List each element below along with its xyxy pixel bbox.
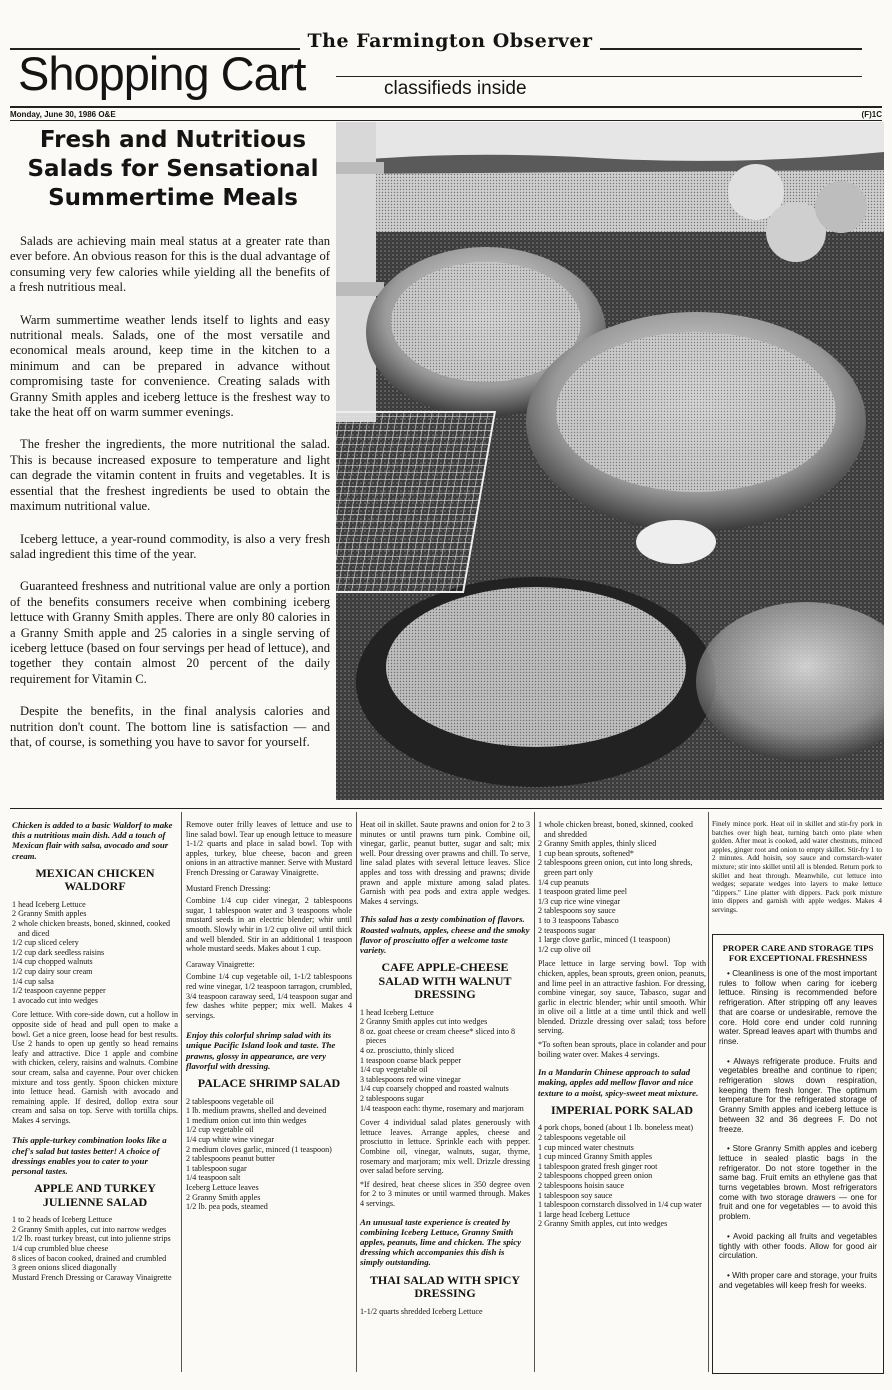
ingredient: 1 to 2 heads of Iceberg Lettuce <box>12 1215 113 1225</box>
masthead-rule-right <box>600 48 862 50</box>
ingredient: 1 teaspoon coarse black pepper <box>360 1055 462 1065</box>
ingredient: 1 avocado cut into wedges <box>12 995 98 1005</box>
ingredient: 2 whole chicken breasts, boned, skinned, cooked and diced <box>12 919 171 938</box>
ingredient: 2 Granny Smith apples <box>12 909 87 919</box>
dressing-title: Mustard French Dressing: <box>186 883 271 893</box>
ingredient: 1 tablespoon cornstarch dissolved in 1/4 cup water <box>538 1200 702 1210</box>
ingredient: 1/2 cup dark seedless raisins <box>12 947 105 957</box>
paper-name: The Farmington Observer <box>307 30 593 52</box>
ingredient: 2 tablespoons peanut butter <box>186 1154 275 1164</box>
ingredient-list <box>12 900 178 1006</box>
ingredient: 8 oz. goat cheese or cream cheese* sliced into 8 pieces <box>360 1026 516 1046</box>
ingredient: 4 pork chops, boned (about 1 lb. boneless meat) <box>538 1123 694 1133</box>
recipe-note: *To soften bean sprouts, place in colander and pour boiling water over. Makes 4 servings. <box>538 1040 706 1059</box>
ingredient: Iceberg Lettuce leaves <box>186 1182 259 1192</box>
recipe-method: Cover 4 individual salad plates generously with lettuce leaves. Arrange apples, cheese and prosciutto in lettuce. Sprinkle each with pepper. Combine oil, vinegar, walnuts, sugar, thyme, rosemary and marjoram; mix well. Drizzle dressing over salad before serving. <box>360 1118 530 1176</box>
recipe-method: Finely mince pork. Heat oil in skillet and stir-fry pork in batches over high heat, turning batch onto plate when golden. After meat is cooked, add water chestnuts, minced apples, ginger root and onion to empty skillet. Stir-fry 1 to 2 minutes. Add hoisin, soy sauce and cornstarch-water mixture; stir into skillet until all is blended. Return pork to skillet and heat through. Meanwhile, cut lettuce into wedges; separate wedges into layers to make lettuce "dippers." Line platter with dippers. Pack pork mixture into dippers and garnish with apple wedges. Makes 4 servings. <box>712 820 882 914</box>
article-headline: Fresh and Nutritious Salads for Sensational Summertime Meals <box>27 127 319 211</box>
ingredient: 1/2 teaspoon cayenne pepper <box>12 986 106 996</box>
salad-photo <box>336 122 884 800</box>
care-tip: • Always refrigerate produce. Fruits and vegetables breathe and continue to ripen; refrigeration slows down respiration, keeping them fresh longer. The optimum temperature for the refrigerated storage of Granny Smith apples and iceberg lettuce is between 32 and 36 degrees F. Do not freeze. <box>719 1056 877 1134</box>
article-paragraph: Iceberg lettuce, a year-round commodity, is also a very fresh salad ingredient this time of the year. <box>10 531 330 561</box>
article-paragraph: Guaranteed freshness and nutritional value are only a portion of the benefits consumers receive when combining iceberg lettuce with Granny Smith apples. There are only 80 calories in a Granny Smith apple and 25 calories in a single serving of iceberg lettuce (based on four servings per head of lettuce), and together they contain almost 20 percent of the daily requirement for Vitamin C. <box>10 579 330 686</box>
ingredient: 2 tablespoons green onion, cut into long shreds, green part only <box>538 858 693 877</box>
article-paragraph: Salads are achieving main meal status at a greater rate than ever before. An obvious reason for this is the dual advantage of consuming very few calories while yielding all the benefits of a fresh nutritious meal. <box>10 234 330 295</box>
tagline: classifieds inside <box>384 78 527 99</box>
ingredient: 2 Granny Smith apples cut into wedges <box>360 1017 488 1027</box>
ingredient: 1/4 cup chopped walnuts <box>12 957 93 967</box>
ingredient-list <box>360 1307 530 1317</box>
ingredient: 1 lb. medium prawns, shelled and deveined <box>186 1106 327 1116</box>
ingredient: 2 Granny Smith apples, cut into wedges <box>538 1219 668 1229</box>
ingredient: 2 tablespoons chopped green onion <box>538 1171 653 1181</box>
ingredient: 3 tablespoons red wine vinegar <box>360 1074 461 1084</box>
care-tip: • Avoid packing all fruits and vegetables tightly with other foods. Allow for good air circulation. <box>719 1231 877 1261</box>
ingredient: 2 tablespoons hoisin sauce <box>538 1180 625 1190</box>
dressing-method: Combine 1/4 cup cider vinegar, 2 tablespoons sugar, 1 tablespoon water and 3 teaspoons whole mustard seeds in an electric blender; whir until smooth. Slowly whir in 1/2 cup olive oil until thick and well blended. Stir in an additional 1 teaspoon whole mustard seeds. Makes about 1 cup. <box>186 896 352 954</box>
ingredient: 4 oz. prosciutto, thinly sliced <box>360 1046 454 1056</box>
recipe-intro: Enjoy this colorful shrimp salad with its unique Pacific Island look and taste. The prawns, glossy in appearance, are very flavorful with dressing. <box>186 1030 336 1071</box>
recipe-method: Heat oil in skillet. Saute prawns and onion for 2 to 3 minutes or until prawns turn pink. Combine oil, vinegar, garlic, peanut butter, sugar and salt; mix well. Pour dressing over prawns and chill. To serve, line salad plates with several lettuce leaves. Slice apples and toss with dressing and prawns; divide prawn and apple mixture among salad plates. Garnish with pea pods and extra apple wedges. Makes 4 servings. <box>360 820 530 906</box>
recipe-note: *If desired, heat cheese slices in 350 degree oven for 2 to 3 minutes or until warmed through. Makes 4 servings. <box>360 1179 530 1208</box>
header-bottom-rule <box>10 106 882 108</box>
article-paragraph: The fresher the ingredients, the more nutritional the salad. This is because increased exposure to temperature and light can degrade the vitamin content in fruits and vegetables. It is essential that the freshest ingredients be used to obtain the maximum nutritional value. <box>10 437 330 514</box>
dressing-method: Combine 1/4 cup vegetable oil, 1-1/2 tablespoons red wine vinegar, 1/2 teaspoon tarragon, crumbled, 3/4 teaspoon caraway seed, 1/4 teaspoon sugar and few dashes white pepper; mix well. Makes 4 servings. <box>186 972 352 1020</box>
ingredient: 1/4 cup crumbled blue cheese <box>12 1244 109 1254</box>
ingredient: 1 large clove garlic, minced (1 teaspoon) <box>538 935 671 945</box>
ingredient: 2 tablespoons sugar <box>360 1094 424 1103</box>
ingredient: 2 Granny Smith apples, cut into narrow wedges <box>12 1224 167 1234</box>
ingredient: 1/2 cup dairy sour cream <box>12 966 93 976</box>
ingredient-list <box>186 1097 352 1212</box>
dateline-rule <box>10 120 882 121</box>
ingredient: 2 Granny Smith apples, thinly sliced <box>538 839 657 849</box>
ingredient: 2 teaspoons sugar <box>538 925 596 935</box>
ingredient: 1 cup minced water chestnuts <box>538 1142 634 1152</box>
column-divider <box>181 812 182 1372</box>
section-title: Shopping Cart <box>18 47 306 100</box>
recipe-title: CAFE APPLE-CHEESE SALAD WITH WALNUT DRESSING <box>378 960 512 1002</box>
ingredient: 1 head Iceberg Lettuce <box>12 899 86 909</box>
recipe-column-5 <box>712 820 882 919</box>
recipe-intro: Chicken is added to a basic Waldorf to make this a nutritious main dish. Add a touch of Mexican flair with salsa, avocado and sour cream. <box>12 820 173 861</box>
care-tips-title: PROPER CARE AND STORAGE TIPS FOR EXCEPTIONAL FRESHNESS <box>722 943 874 963</box>
ingredient: 3 green onions sliced diagonally <box>12 1263 117 1273</box>
ingredient: 1/4 cup peanuts <box>538 877 589 887</box>
ingredient: 1/4 cup salsa <box>12 976 54 986</box>
ingredient: 2 Granny Smith apples <box>186 1192 261 1202</box>
ingredient-list <box>12 1215 178 1282</box>
dateline: Monday, June 30, 1986 O&E <box>10 110 116 119</box>
ingredient: 1 large head Iceberg Lettuce <box>538 1209 630 1219</box>
ingredient: 2 medium cloves garlic, minced (1 teaspoon) <box>186 1144 332 1154</box>
ingredient: 1 teaspoon grated lime peel <box>538 887 627 897</box>
recipe-title: IMPERIAL PORK SALAD <box>550 1102 693 1117</box>
recipe-intro: An unusual taste experience is created by combining Iceberg Lettuce, Granny Smith apples, peanuts, lime and chicken. The spicy dressing which accompanies this dish is simply outstanding. <box>360 1216 522 1268</box>
recipe-method: Core lettuce. With core-side down, cut a hollow in opposite side of head and pull open to make a bowl. Get a nice green, loose head for best results. Use 2 hands to open up gently so head remains leafy and attractive. Dice 1 apple and combine with chicken, celery, raisins and walnuts. Combine sour cream, salsa and cayenne. Pour over chicken mixture and toss gently. Spoon chicken mixture into lettuce head. Garnish with avocado and remaining apple. If desired, dollop extra sour cream and salsa on top. Serve with tortilla chips. Makes 4 servings. <box>12 1010 178 1125</box>
ingredient: 1/4 cup coarsely chopped and roasted walnuts <box>360 1084 509 1094</box>
ingredient: 1/2 cup olive oil <box>538 944 591 954</box>
column-divider <box>708 812 709 1372</box>
ingredient: 1 cup minced Granny Smith apples <box>538 1152 652 1162</box>
ingredient: 1 tablespoon grated fresh ginger root <box>538 1161 658 1171</box>
salad-photo-illustration <box>336 122 884 800</box>
recipe-column-3 <box>360 820 530 1321</box>
ingredient: 1 tablespoon soy sauce <box>538 1190 613 1200</box>
page-code: (F)1C <box>861 110 882 119</box>
ingredient: 1/2 cup sliced celery <box>12 938 79 948</box>
recipe-section-rule <box>10 808 882 809</box>
ingredient: 1/2 lb. pea pods, steamed <box>186 1202 268 1212</box>
recipe-intro: In a Mandarin Chinese approach to salad making, apples add mellow flavor and nice texture to a moist, spicy-sweet meat mixture. <box>538 1067 699 1098</box>
article-body <box>10 234 330 767</box>
care-tips-box <box>712 934 884 1374</box>
column-divider <box>534 812 535 1372</box>
recipe-column-1 <box>12 820 178 1287</box>
ingredient: Mustard French Dressing or Caraway Vinaigrette <box>12 1272 172 1282</box>
care-tip: • With proper care and storage, your fruits and vegetables will keep fresh for weeks. <box>719 1270 877 1290</box>
ingredient: 1/4 cup vegetable oil <box>360 1065 428 1075</box>
ingredient-list <box>538 1123 706 1229</box>
ingredient-list <box>538 820 706 954</box>
recipe-method: Remove outer frilly leaves of lettuce and use to line salad bowl. Tear up enough lettuce to measure 1-1/2 quarts and place in salad bowl. Top with apples, turkey, blue cheese, bacon and green onions in an attractive manner. Serve with Mustard French Dressing or Caraway Vinaigrette. <box>186 820 352 877</box>
ingredient: 1 to 3 teaspoons Tabasco <box>538 915 619 925</box>
recipe-intro: This apple-turkey combination looks like a chef's salad but tastes better! A choice of dressings enables you to cater to your personal tastes. <box>12 1135 167 1177</box>
recipe-title: APPLE AND TURKEY JULIENNE SALAD <box>34 1181 156 1209</box>
ingredient: 1-1/2 quarts shredded Iceberg Lettuce <box>360 1306 483 1316</box>
ingredient: 2 tablespoons vegetable oil <box>538 1132 626 1142</box>
ingredient: 1/4 teaspoon each: thyme, rosemary and marjoram <box>360 1103 524 1113</box>
recipe-title: PALACE SHRIMP SALAD <box>197 1076 341 1091</box>
ingredient: 1/4 teaspoon salt <box>186 1173 241 1183</box>
ingredient: 1/2 lb. roast turkey breast, cut into julienne strips <box>12 1234 171 1244</box>
recipe-column-2 <box>186 820 352 1217</box>
dressing-title: Caraway Vinaigrette: <box>186 959 255 969</box>
ingredient: 8 slices of bacon cooked, drained and crumbled <box>12 1253 167 1263</box>
ingredient: 1 medium onion cut into thin wedges <box>186 1115 307 1125</box>
article-paragraph: Despite the benefits, in the final analysis calories and nutrition don't count. The bottom line is satisfaction — and that, of course, is something you have to savor for yourself. <box>10 704 330 749</box>
ingredient: 1 head Iceberg Lettuce <box>360 1007 434 1017</box>
care-tip: • Cleanliness is one of the most important rules to follow when caring for iceberg lettuce. Rinsing is recommended before refrigeration. After stripping off any leaves that are coarse or undesirable, remove the core. Hold core end under cold running water. Spread leaves apart with thumbs and rinse. <box>719 969 877 1046</box>
ingredient: 1 tablespoon sugar <box>186 1163 247 1173</box>
recipe-title: MEXICAN CHICKEN WALDORF <box>35 865 155 894</box>
ingredient: 1/3 cup rice wine vinegar <box>538 896 621 906</box>
care-tip: • Store Granny Smith apples and iceberg lettuce in sealed plastic bags in the refrigerator. Do not store together in the same bag. Fruit emits an ethylene gas that turns vegetables brown. Most refrigerators come with two storage drawers — one for fruit and one for vegetables — to avoid this problem. <box>719 1144 877 1222</box>
ingredient: 2 tablespoons soy sauce <box>538 906 616 916</box>
recipe-title: THAI SALAD WITH SPICY DRESSING <box>369 1272 521 1301</box>
ingredient: 1 whole chicken breast, boned, skinned, cooked and shredded <box>538 820 693 839</box>
tagline-rule <box>336 76 862 77</box>
ingredient: 1 cup bean sprouts, softened* <box>538 848 634 858</box>
recipe-column-4 <box>538 820 706 1234</box>
ingredient: 1/2 cup vegetable oil <box>186 1125 254 1135</box>
recipe-method: Place lettuce in large serving bowl. Top with chicken, apples, bean sprouts, green onion, peanuts, and lime peel in an attractive fashion. For dressing, combine vinegar, soy sauce, Tabasco, sugar and garlic in electric blender; whir until smooth. Whir in olive oil a little at a time until thick and well blended. Drizzle dressing over salad; toss before serving. <box>538 959 706 1036</box>
ingredient-list <box>360 1008 530 1114</box>
article-paragraph: Warm summertime weather lends itself to lights and easy nutritional meals. Salads, one of the most versatile and economical meals around, keep time in the kitchen to a minimum and can be prepared in advance without compromising taste for convenience. Creating salads with Granny Smith apples and iceberg lettuce is the freshest way to take the heat off on warm summer evenings. <box>10 312 330 420</box>
ingredient: 1/4 cup white wine vinegar <box>186 1134 275 1144</box>
ingredient: 2 tablespoons vegetable oil <box>186 1096 274 1106</box>
column-divider <box>356 812 357 1372</box>
recipe-intro: This salad has a zesty combination of flavors. Roasted walnuts, apples, cheese and the smoky flavor of prosciutto offer a welcome taste variety. <box>360 914 530 955</box>
